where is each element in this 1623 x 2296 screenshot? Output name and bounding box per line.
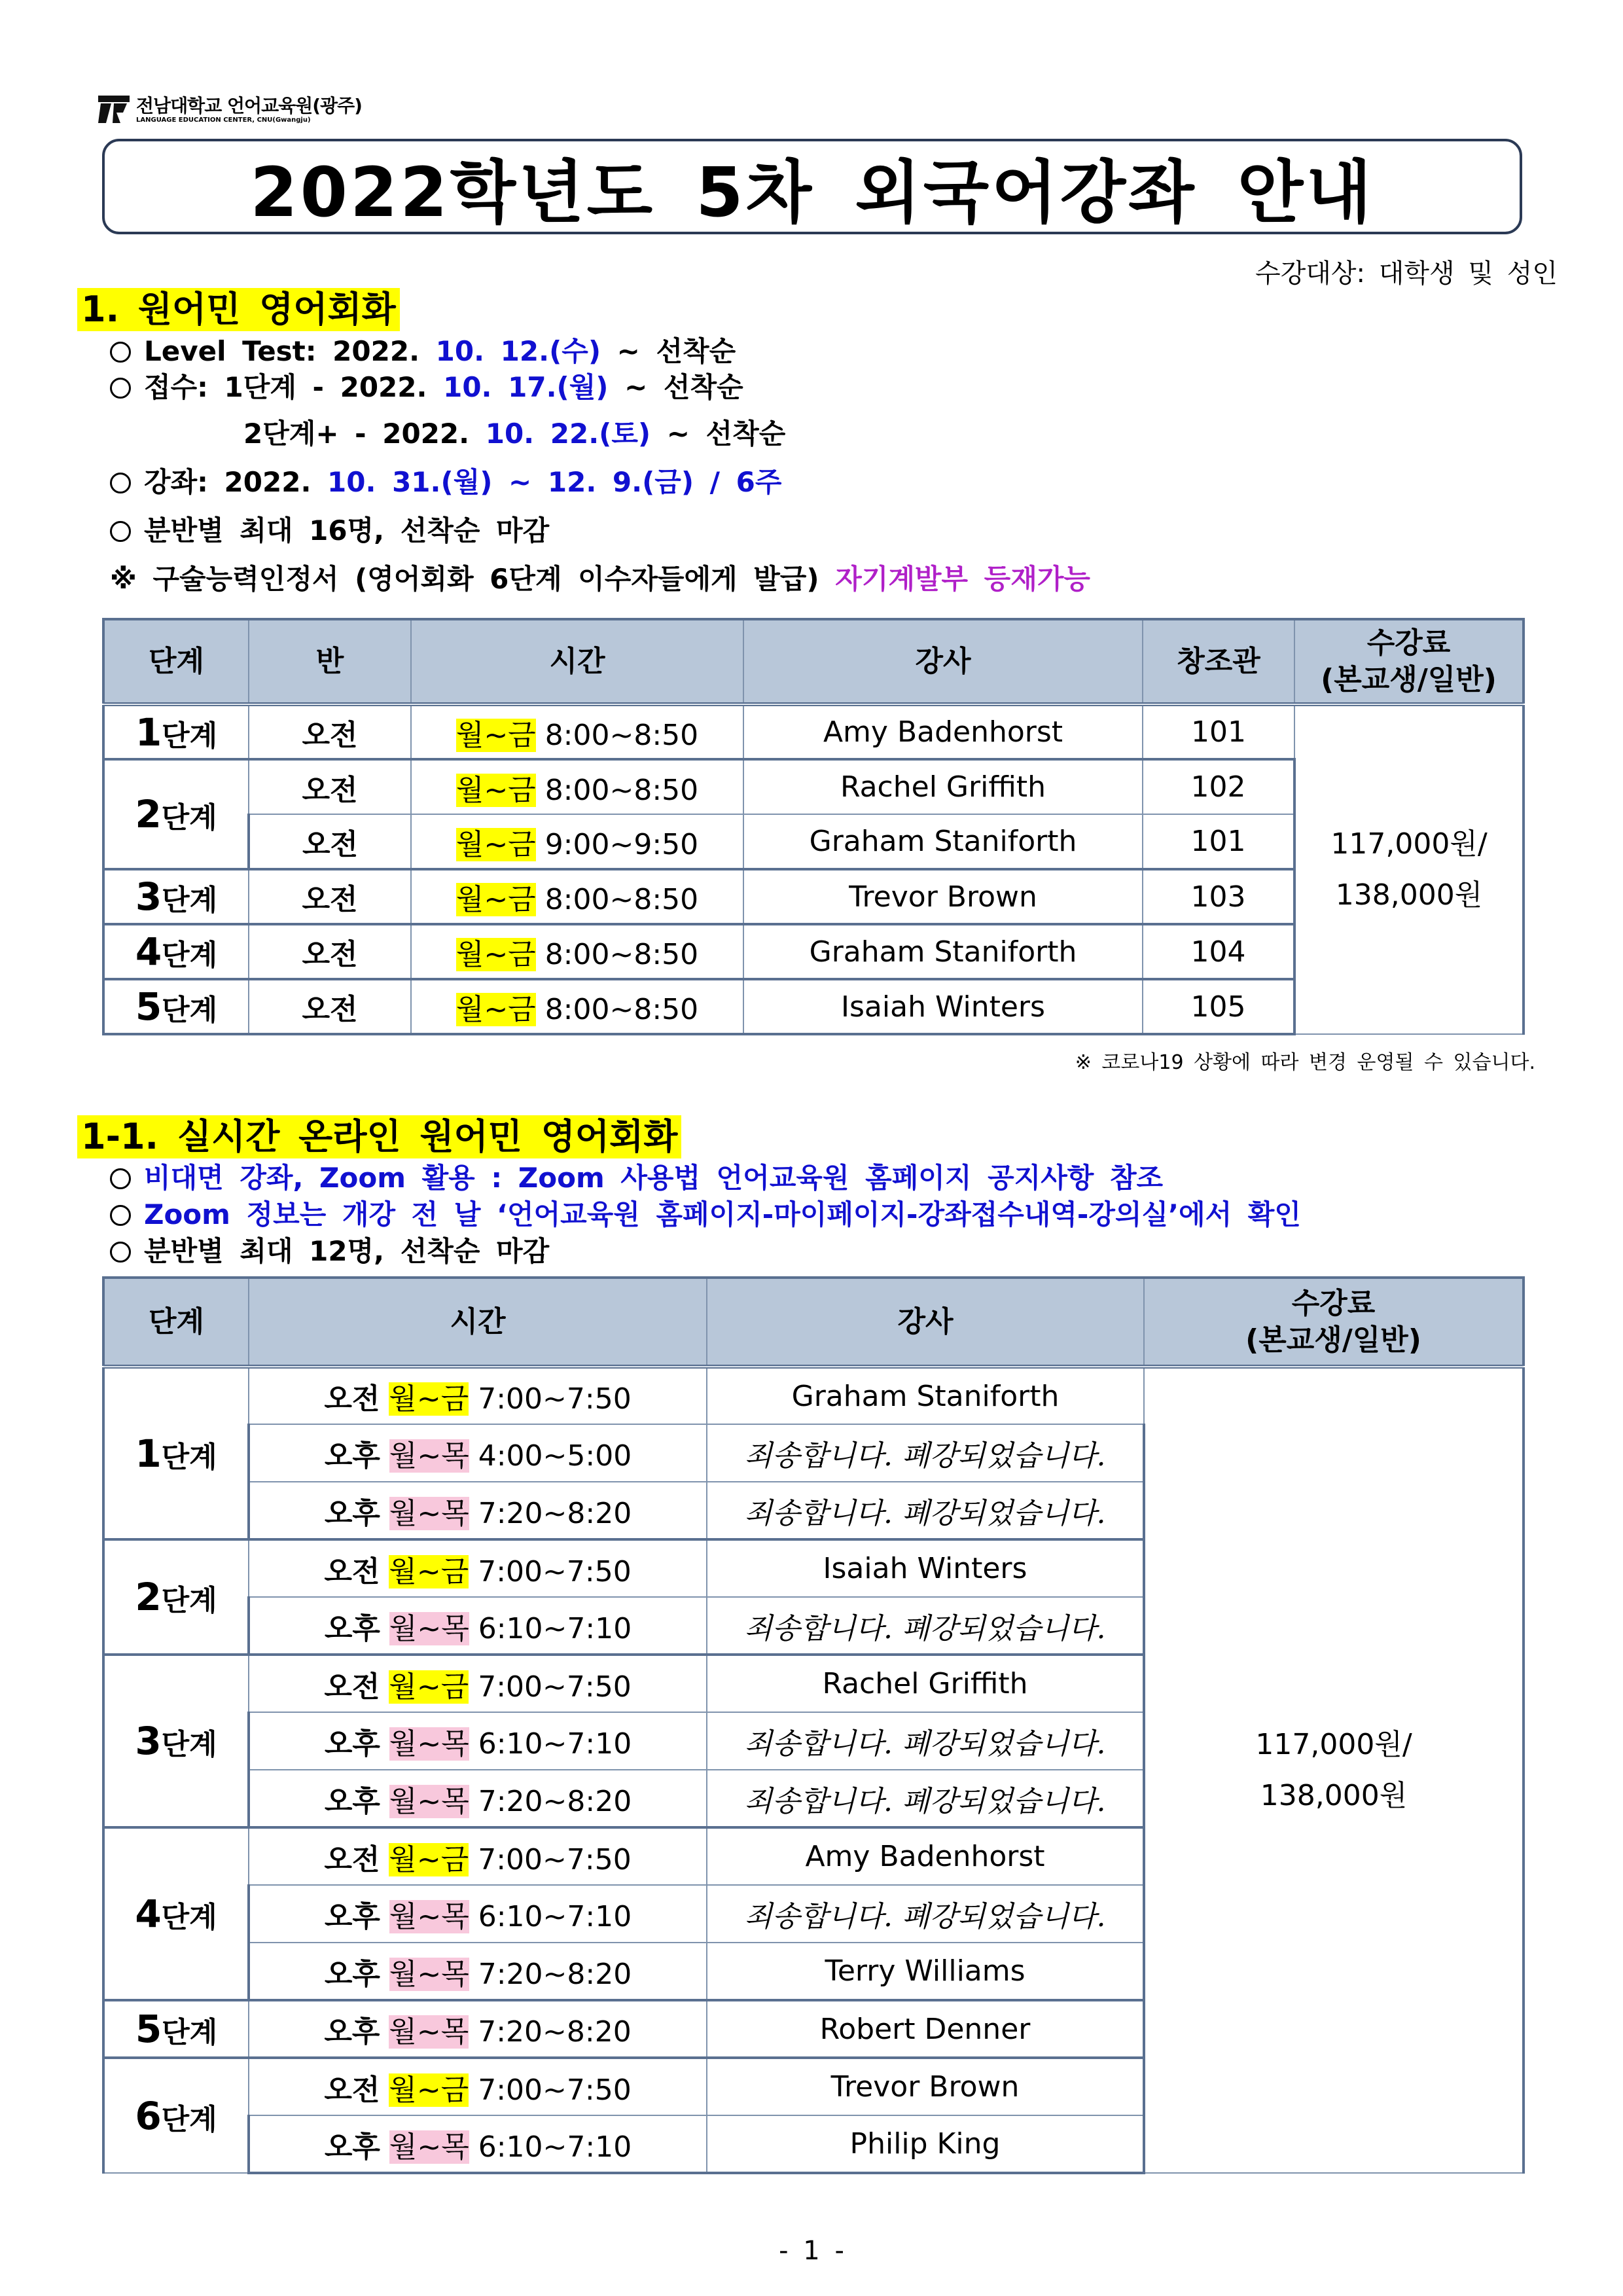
covid-note: ※ 코로나19 상황에 따라 변경 운영될 수 있습니다. [1075, 1051, 1535, 1074]
teacher-cell: Graham Staniforth [743, 814, 1143, 869]
logo [97, 90, 372, 134]
level-test-date: 10. 12.(수) [435, 335, 601, 367]
section2-heading: 1-1. 실시간 온라인 원어민 영어회화 [77, 1115, 681, 1158]
offline-schedule-table [102, 618, 1525, 1035]
level-cell: 2단계 [103, 1539, 249, 1655]
teacher-cell: Trevor Brown [743, 869, 1143, 924]
time-cell: 오후 월~목 6:10~7:10 [249, 1597, 707, 1655]
logo-name: 전남대학교 언어교육원(광주) [136, 95, 362, 117]
header-teacher: 강사 [707, 1278, 1144, 1367]
level-cell: 3단계 [103, 1655, 249, 1827]
teacher-cell: Amy Badenhorst [707, 1827, 1144, 1885]
class-cell: 오전 [249, 924, 411, 979]
online-bullet-3: 분반별 최대 12명, 선착순 마감 [110, 1232, 549, 1270]
online-bullet-1: 비대면 강좌, Zoom 활용 : Zoom 사용법 언어교육원 홈페이지 공지사항 참조 [110, 1159, 1163, 1197]
circle-bullet-icon [110, 1168, 131, 1189]
teacher-cell: Terry Williams [707, 1943, 1144, 2000]
certificate-highlight: 자기계발부 등재가능 [835, 563, 1090, 595]
time-cell: 오전 월~금 7:00~7:50 [249, 1539, 707, 1597]
course-period-line: 강좌: 2022. 10. 31.(월) ~ 12. 9.(금) / 6주 [110, 463, 781, 501]
time-cell: 오후 월~목 4:00~5:00 [249, 1424, 707, 1482]
level-cell: 2단계 [103, 759, 249, 869]
header-room: 창조관 [1143, 619, 1294, 704]
register-date-2: 10. 22.(토) [485, 418, 651, 450]
register-line-1: 접수: 1단계 - 2022. 10. 17.(월) ~ 선착순 [110, 368, 743, 406]
level-cell: 6단계 [103, 2058, 249, 2173]
time-cell: 월~금 8:00~8:50 [411, 979, 743, 1034]
teacher-cell-cancelled: 죄송합니다. 폐강되었습니다. [707, 1424, 1144, 1482]
header-level: 단계 [103, 619, 249, 704]
header-teacher: 강사 [743, 619, 1143, 704]
class-cell: 오전 [249, 814, 411, 869]
room-cell: 104 [1143, 924, 1294, 979]
room-cell: 101 [1143, 704, 1294, 759]
circle-bullet-icon [110, 521, 131, 542]
teacher-cell: Graham Staniforth [707, 1367, 1144, 1424]
time-cell: 월~금 8:00~8:50 [411, 704, 743, 759]
level-cell: 3단계 [103, 869, 249, 924]
time-cell: 월~금 8:00~8:50 [411, 924, 743, 979]
time-cell: 오후 월~목 7:20~8:20 [249, 1770, 707, 1827]
teacher-cell-cancelled: 죄송합니다. 폐강되었습니다. [707, 1712, 1144, 1770]
teacher-cell-cancelled: 죄송합니다. 폐강되었습니다. [707, 1482, 1144, 1539]
teacher-cell: Isaiah Winters [743, 979, 1143, 1034]
level-cell: 1단계 [103, 1367, 249, 1539]
time-cell: 오전 월~금 7:00~7:50 [249, 1367, 707, 1424]
level-cell: 1단계 [103, 704, 249, 759]
teacher-cell-cancelled: 죄송합니다. 폐강되었습니다. [707, 1885, 1144, 1943]
online-bullet-2: Zoom 정보는 개강 전 날 ‘언어교육원 홈페이지-마이페이지-강좌접수내역-강의실’에서 확인 [110, 1196, 1301, 1234]
certificate-line: ※ 구술능력인정서 (영어회화 6단계 이수자들에게 발급) 자기계발부 등재가능 [110, 563, 1090, 595]
teacher-cell-cancelled: 죄송합니다. 폐강되었습니다. [707, 1770, 1144, 1827]
table-header-row [103, 619, 1524, 704]
university-logo-icon [97, 93, 131, 127]
teacher-cell: Amy Badenhorst [743, 704, 1143, 759]
register-line-2: 2단계+ - 2022. 10. 22.(토) ~ 선착순 [243, 418, 786, 450]
teacher-cell: Isaiah Winters [707, 1539, 1144, 1597]
time-cell: 오후 월~목 7:20~8:20 [249, 1482, 707, 1539]
course-period-dates: 10. 31.(월) ~ 12. 9.(금) / 6주 [327, 466, 782, 498]
register-date-1: 10. 17.(월) [443, 371, 609, 403]
teacher-cell: Graham Staniforth [743, 924, 1143, 979]
fee-cell: 117,000원/ 138,000원 [1144, 1367, 1524, 2173]
room-cell: 101 [1143, 814, 1294, 869]
class-cell: 오전 [249, 704, 411, 759]
header-time: 시간 [249, 1278, 707, 1367]
teacher-cell: Rachel Griffith [707, 1655, 1144, 1712]
level-cell: 5단계 [103, 2000, 249, 2058]
level-test-line: Level Test: 2022. 10. 12.(수) ~ 선착순 [110, 332, 736, 370]
fee-cell: 117,000원/ 138,000원 [1294, 704, 1524, 1034]
time-cell: 오전 월~금 7:00~7:50 [249, 2058, 707, 2115]
time-cell: 월~금 8:00~8:50 [411, 759, 743, 814]
capacity-line: 분반별 최대 16명, 선착순 마감 [110, 512, 549, 550]
time-cell: 오전 월~금 7:00~7:50 [249, 1827, 707, 1885]
time-cell: 오후 월~목 6:10~7:10 [249, 2115, 707, 2173]
title-box [102, 139, 1522, 234]
circle-bullet-icon [110, 1242, 131, 1263]
level-cell: 4단계 [103, 1827, 249, 2000]
page-number: - 1 - [779, 2236, 844, 2266]
class-cell: 오전 [249, 979, 411, 1034]
time-cell: 오후 월~목 7:20~8:20 [249, 1943, 707, 2000]
class-cell: 오전 [249, 759, 411, 814]
section1-heading: 1. 원어민 영어회화 [77, 288, 400, 331]
table-row [103, 1367, 1524, 1424]
time-cell: 오후 월~목 6:10~7:10 [249, 1712, 707, 1770]
time-cell: 오후 월~목 7:20~8:20 [249, 2000, 707, 2058]
time-cell: 오후 월~목 6:10~7:10 [249, 1885, 707, 1943]
circle-bullet-icon [110, 473, 131, 493]
page-title: 2022학년도 5차 외국어강좌 안내 [250, 152, 1374, 232]
room-cell: 102 [1143, 759, 1294, 814]
header-fee: 수강료 (본교생/일반) [1294, 619, 1524, 704]
room-cell: 103 [1143, 869, 1294, 924]
online-schedule-table [102, 1276, 1525, 2174]
header-fee: 수강료 (본교생/일반) [1144, 1278, 1524, 1367]
header-class: 반 [249, 619, 411, 704]
header-time: 시간 [411, 619, 743, 704]
teacher-cell-cancelled: 죄송합니다. 폐강되었습니다. [707, 1597, 1144, 1655]
logo-subtitle: LANGUAGE EDUCATION CENTER, CNU(Gwangju) [136, 117, 311, 124]
table-row [103, 704, 1524, 759]
circle-bullet-icon [110, 1205, 131, 1226]
time-cell: 오전 월~금 7:00~7:50 [249, 1655, 707, 1712]
audience-text: 수강대상: 대학생 및 성인 [1255, 259, 1558, 289]
teacher-cell: Robert Denner [707, 2000, 1144, 2058]
class-cell: 오전 [249, 869, 411, 924]
room-cell: 105 [1143, 979, 1294, 1034]
time-cell: 월~금 9:00~9:50 [411, 814, 743, 869]
teacher-cell: Philip King [707, 2115, 1144, 2173]
time-cell: 월~금 8:00~8:50 [411, 869, 743, 924]
circle-bullet-icon [110, 378, 131, 399]
circle-bullet-icon [110, 342, 131, 363]
table-header-row [103, 1278, 1524, 1367]
teacher-cell: Trevor Brown [707, 2058, 1144, 2115]
level-cell: 5단계 [103, 979, 249, 1034]
teacher-cell: Rachel Griffith [743, 759, 1143, 814]
header-level: 단계 [103, 1278, 249, 1367]
level-cell: 4단계 [103, 924, 249, 979]
